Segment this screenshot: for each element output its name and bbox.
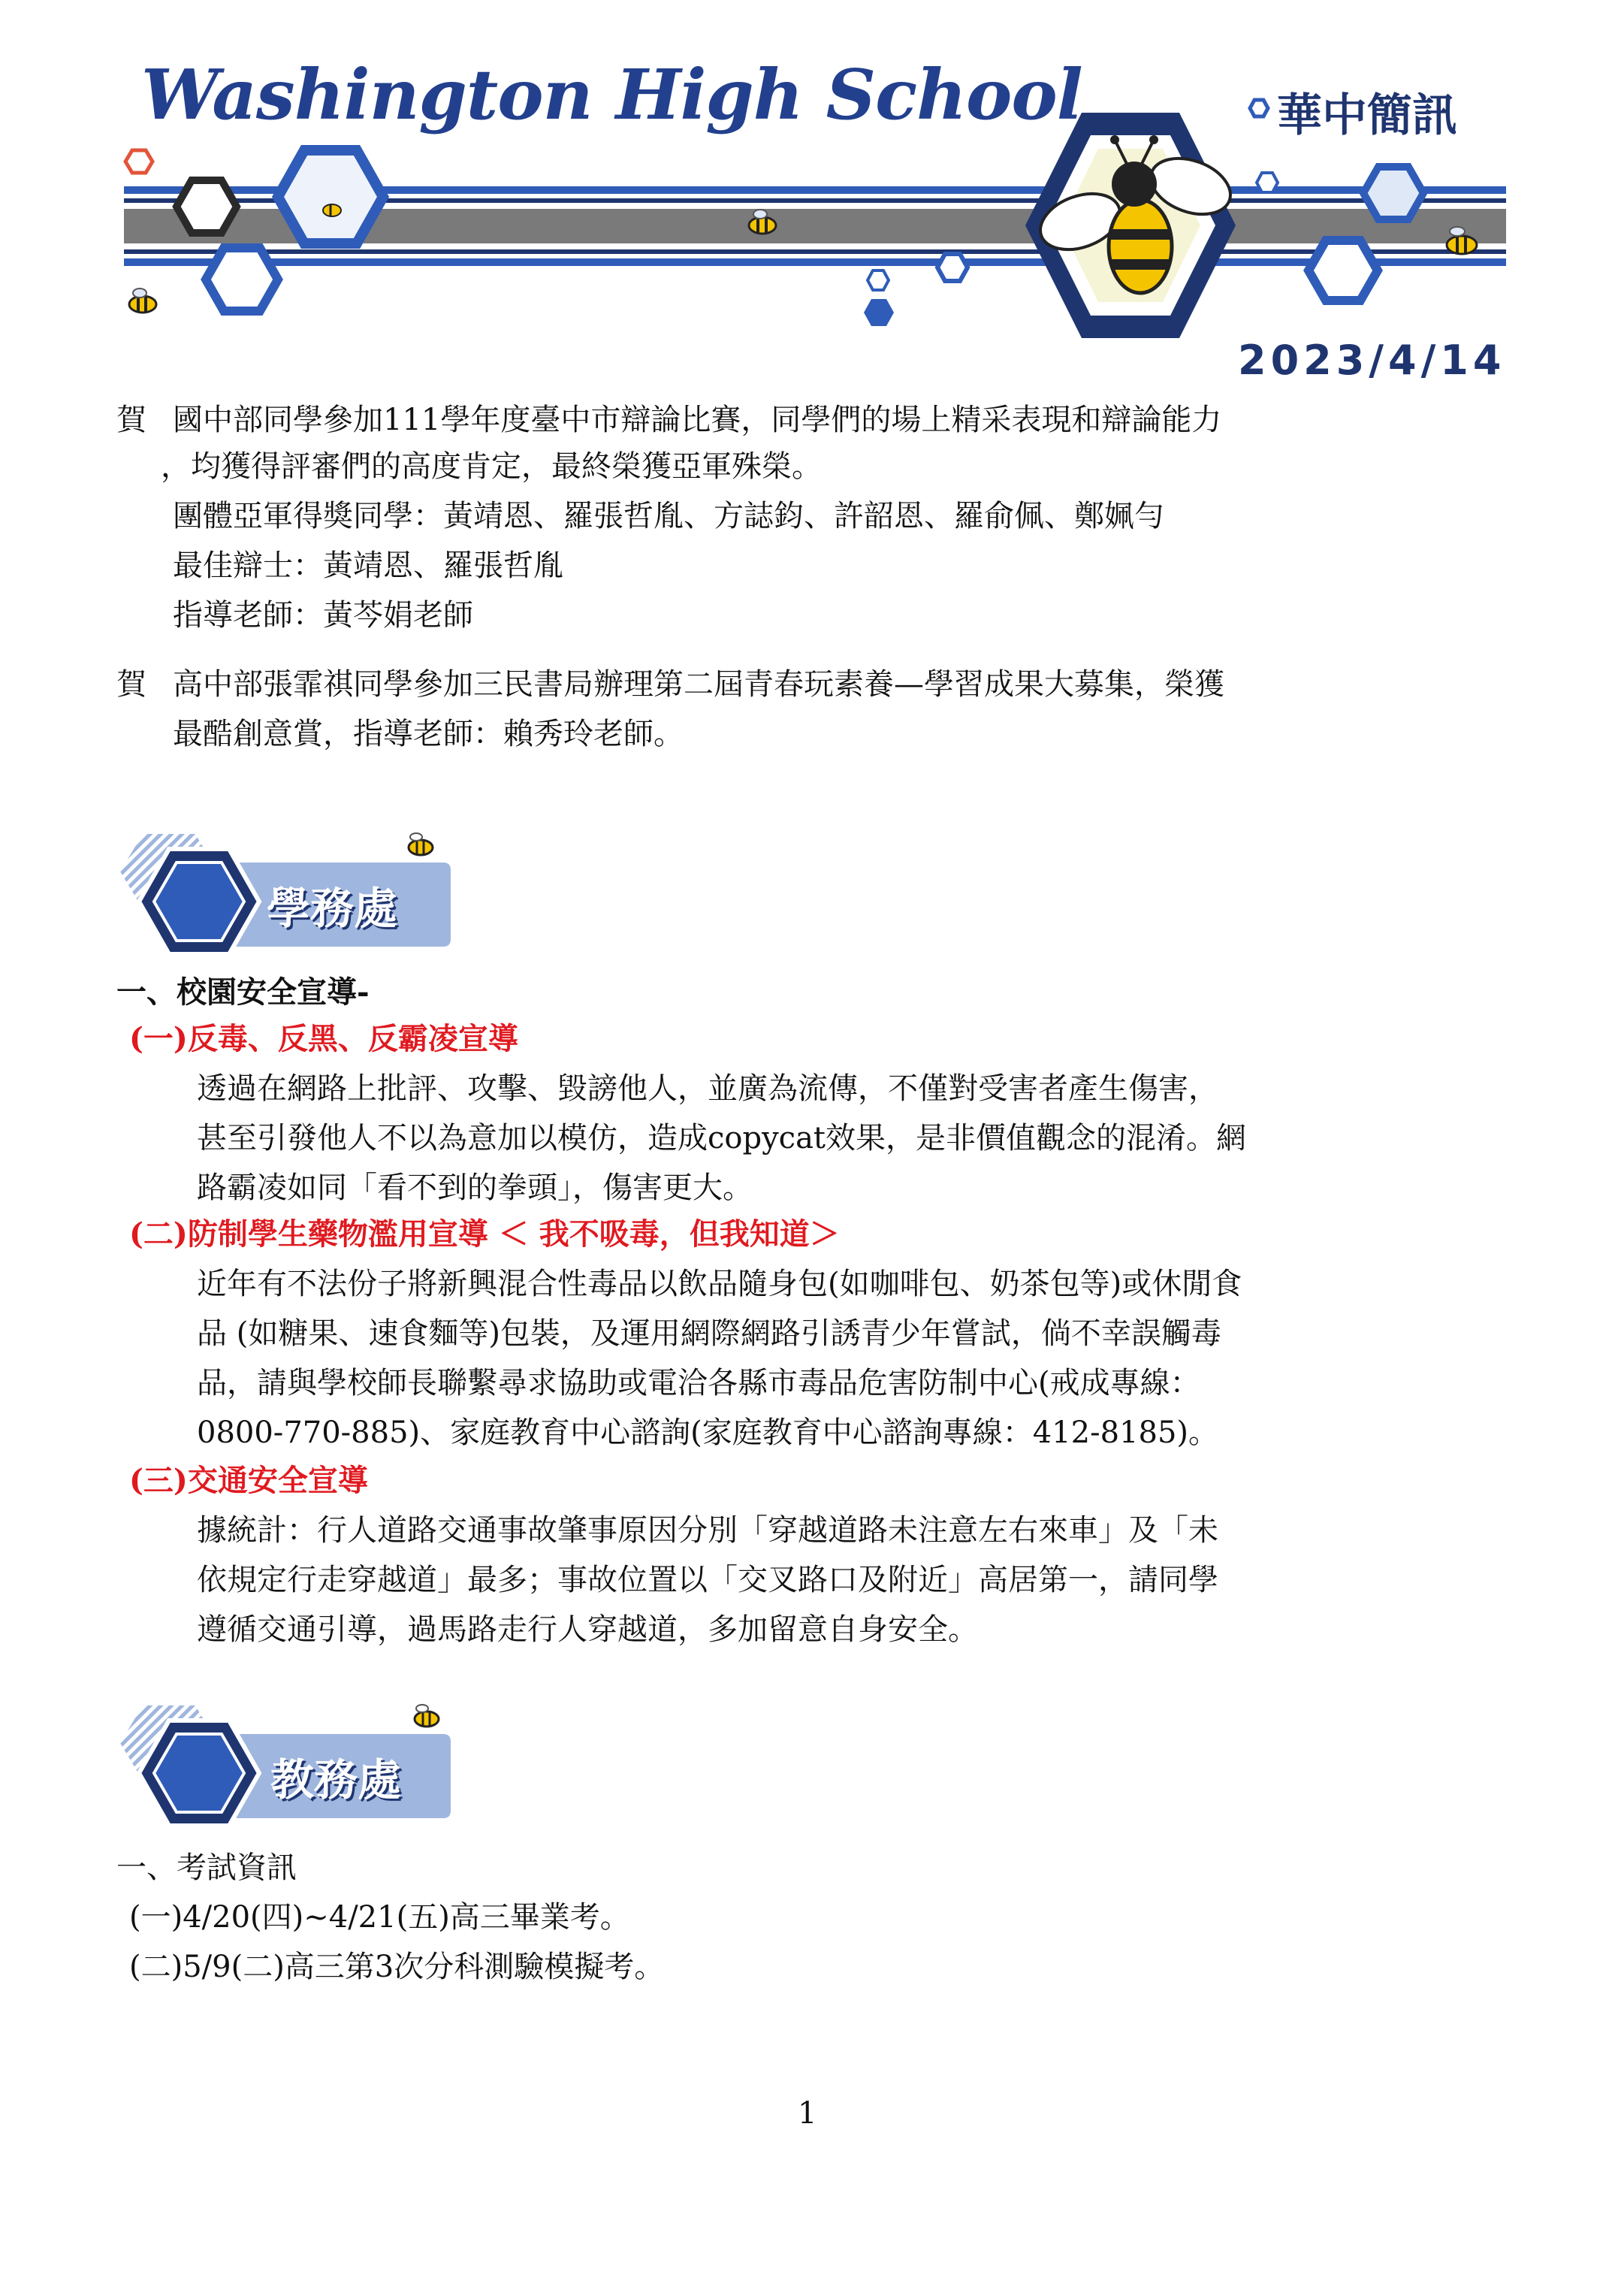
congrats-line: 國中部同學參加111學年度臺中市辯論比賽，同學們的場上精采表現和辯論能力 <box>173 403 1222 437</box>
newsletter-name: 華中簡訊 <box>1277 89 1457 142</box>
small-hexagon-icon <box>864 299 894 326</box>
item-title: (三)交通安全宣導 <box>129 1463 368 1498</box>
item-line: 透過在網路上批評、攻擊、毀謗他人，並廣為流傳，不僅對受害者產生傷害， <box>197 1071 1218 1106</box>
small-hexagon-icon <box>937 254 967 281</box>
bee-icon <box>415 1705 439 1727</box>
exam-item: (二)5/9(二)高三第3次分科測驗模擬考。 <box>129 1950 665 1984</box>
blue-hexagon-icon <box>1309 240 1378 301</box>
small-hexagon-icon <box>125 150 152 173</box>
bee-icon <box>129 289 156 313</box>
large-hexagon-icon <box>278 150 383 243</box>
small-hexagon-icon <box>868 270 889 290</box>
academic-affairs-title: 教務處 <box>270 1754 402 1805</box>
section-heading: 一、考試資訊 <box>116 1850 297 1885</box>
item-line: 近年有不法份子將新興混合性毒品以飲品隨身包(如咖啡包、奶茶包等)或休閒食 <box>197 1267 1242 1301</box>
dark-hexagon-icon <box>177 180 237 233</box>
header-banner <box>0 0 1615 353</box>
item-line: 路霸凌如同「看不到的拳頭」，傷害更大。 <box>197 1171 753 1205</box>
item-line: 依規定行走穿越道」最多；事故位置以「交叉路口及附近」高居第一，請同學 <box>197 1563 1218 1597</box>
bee-icon <box>409 833 433 855</box>
congrats-mark: 賀 <box>116 403 146 437</box>
congrats-mark: 賀 <box>116 667 146 702</box>
item-line: 據統計：行人道路交通事故肇事原因分別「穿越道路未注意左右來車」及「未 <box>197 1513 1218 1548</box>
congrats-line: 指導老師：黃芩娟老師 <box>173 598 473 633</box>
blue-hexagon-icon <box>206 248 278 311</box>
congrats-line: 團體亞軍得獎同學：黃靖恩、羅張哲胤、方誌鈞、許韶恩、羅俞佩、鄭姵勻 <box>173 499 1164 533</box>
item-line: 甚至引發他人不以為意加以模仿，造成copycat效果，是非價值觀念的混淆。網 <box>197 1121 1247 1156</box>
item-title: (一)反毒、反黑、反霸凌宣導 <box>129 1021 518 1056</box>
item-title: (二)防制學生藥物濫用宣導 ＜ 我不吸毒，但我知道＞ <box>129 1216 840 1252</box>
small-hexagon-icon <box>1257 173 1278 192</box>
item-line: 品 (如糖果、速食麵等)包裝，及運用網際網路引誘青少年嘗試，倘不幸誤觸毒 <box>197 1316 1221 1351</box>
congrats-line: ，均獲得評審們的高度肯定，最終榮獲亞軍殊榮。 <box>161 449 822 484</box>
item-line: 品，請與學校師長聯繫尋求協助或電洽各縣市毒品危害防制中心(戒成專線： <box>197 1366 1200 1400</box>
issue-date: 2023/4/14 <box>1238 337 1506 384</box>
congrats-line: 最佳辯士：黃靖恩、羅張哲胤 <box>173 548 563 583</box>
section-heading: 一、校園安全宣導- <box>116 974 370 1010</box>
item-line: 遵循交通引導，過馬路走行人穿越道，多加留意自身安全。 <box>197 1612 978 1647</box>
title-hexagon-icon <box>1250 100 1268 116</box>
blue-hexagon-icon <box>1363 167 1423 219</box>
school-name: Washington High School <box>141 54 1082 135</box>
item-line: 0800-770-885)、家庭教育中心諮詢(家庭教育中心諮詢專線：412-8185)。 <box>197 1415 1218 1450</box>
student-affairs-title: 學務處 <box>267 883 398 934</box>
page-number: 1 <box>798 2096 817 2131</box>
congrats-line: 最酷創意賞，指導老師：賴秀玲老師。 <box>173 717 684 751</box>
exam-item: (一)4/20(四)~4/21(五)高三畢業考。 <box>129 1900 630 1935</box>
bee-icon <box>323 204 341 216</box>
congrats-line: 高中部張霏祺同學參加三民書局辦理第二屆青春玩素養—學習成果大募集，榮獲 <box>173 667 1224 702</box>
